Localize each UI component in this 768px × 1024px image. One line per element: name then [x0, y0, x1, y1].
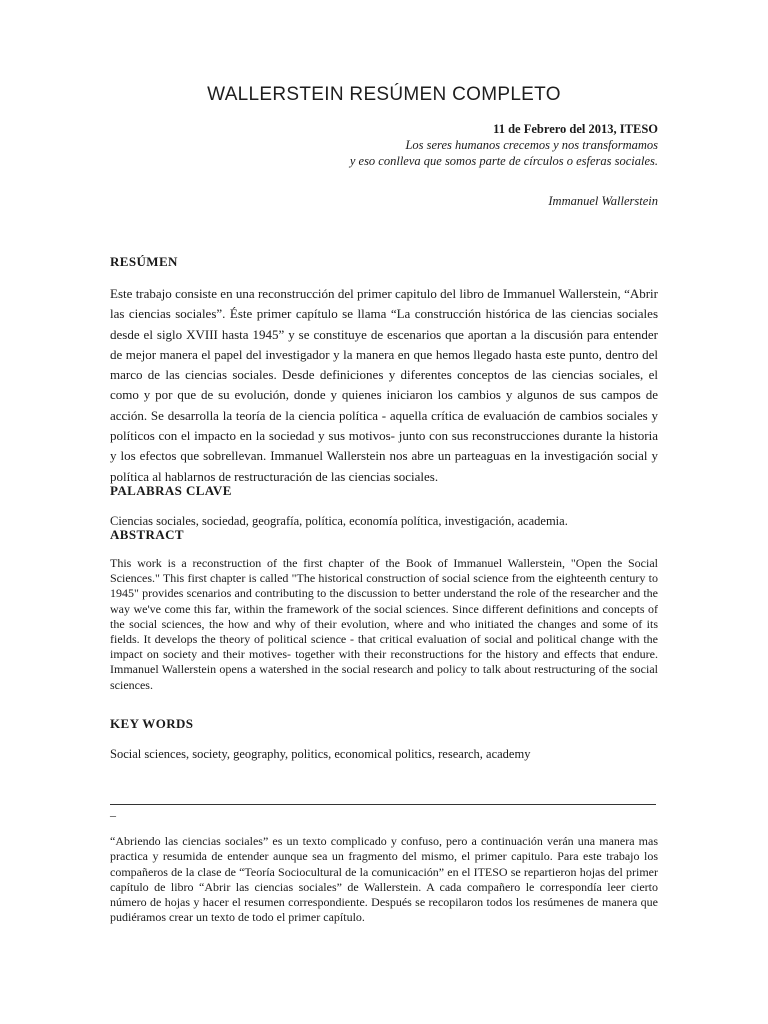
abstract-heading: ABSTRACT: [110, 527, 184, 542]
key-words-text: Social sciences, society, geography, politics, economical politics, research, academy: [110, 747, 531, 761]
quote-line-1: Los seres humanos crecemos y nos transformamos: [405, 138, 658, 152]
separator-line: [110, 804, 656, 805]
quote-author: Immanuel Wallerstein: [548, 194, 658, 208]
quote-line-2: y eso conlleva que somos parte de círculos o esferas sociales.: [349, 154, 658, 168]
palabras-clave-text: Ciencias sociales, sociedad, geografía, política, economía política, investigación, academia.: [110, 514, 568, 528]
intro-paragraph: “Abriendo las ciencias sociales” es un texto complicado y confuso, pero a continuación verán una manera mas practica y resumida de entender aunque sea un fragmento del mismo, el primer capitulo. Para este trabajo los compañeros de la clase de “Teoría Sociocultural de la comunicación” en el ITESO se repartieron hojas del primer capítulo de libro “Abrir las ciencias sociales” de Wallerstein. A cada compañero le correspondía leer cierto número de hojas y hacer el resumen correspondiente. Después se recopilaron todos los resúmenes de manera que pudiéramos crear un texto de todo el primer capítulo.: [110, 834, 658, 925]
key-words-heading: KEY WORDS: [110, 716, 194, 731]
abstract-paragraph: This work is a reconstruction of the first chapter of the Book of Immanuel Wallerstein, "Open the Social Sciences." This first chapter is called "The historical construction of social science from the eighteenth century to 1945" provides scenarios and contributing to the discussion to better understand the role of the researcher and the way we've come this far, within the framework of the social sciences. Since different definitions and concepts of the social sciences, the how and why of their evolution, where and who initiated the changes and some of its fields. It develops the theory of political science - that critical evaluation of social and political change with the impact on society and their motives- together with their reconstructions for the history and effects that endure. Immanuel Wallerstein opens a watershed in the social research and policy to talk about restructuring of the social sciences.: [110, 556, 658, 692]
resumen-paragraph: Este trabajo consiste en una reconstrucción del primer capitulo del libro de Immanuel Wallerstein, “Abrir las ciencias sociales”. Éste primer capítulo se llama “La construcción histórica de las ciencias sociales desde el siglo XVIII hasta 1945” y se constituye de escenarios que aportan a la discusión para entender de mejor manera el papel del investigador y la manera en que hemos llegado hasta este punto, dentro del marco de las ciencias sociales. Desde definiciones y diferentes conceptos de las ciencias sociales, el como y por que de su evolución, donde y quienes iniciaron los cambios y algunos de sus campos de acción. Se desarrolla la teoría de la ciencia política - aquella crítica de evaluación de cambios sociales y políticos con el impacto en la sociedad y sus motivos- junto con sus reconstrucciones durante la historia y los efectos que sobrellevan. Immanuel Wallerstein nos abre un parteaguas en la investigación social y política al hablarnos de restructuración de las ciencias sociales.: [110, 286, 658, 484]
document-title: WALLERSTEIN RESÚMEN COMPLETO: [207, 84, 561, 105]
palabras-clave-heading: PALABRAS CLAVE: [110, 483, 232, 498]
date-line: 11 de Febrero del 2013, ITESO: [493, 122, 658, 136]
resumen-heading: RESÚMEN: [110, 254, 178, 269]
separator-dash: –: [110, 808, 116, 822]
epigraph-quote: [350, 137, 658, 169]
